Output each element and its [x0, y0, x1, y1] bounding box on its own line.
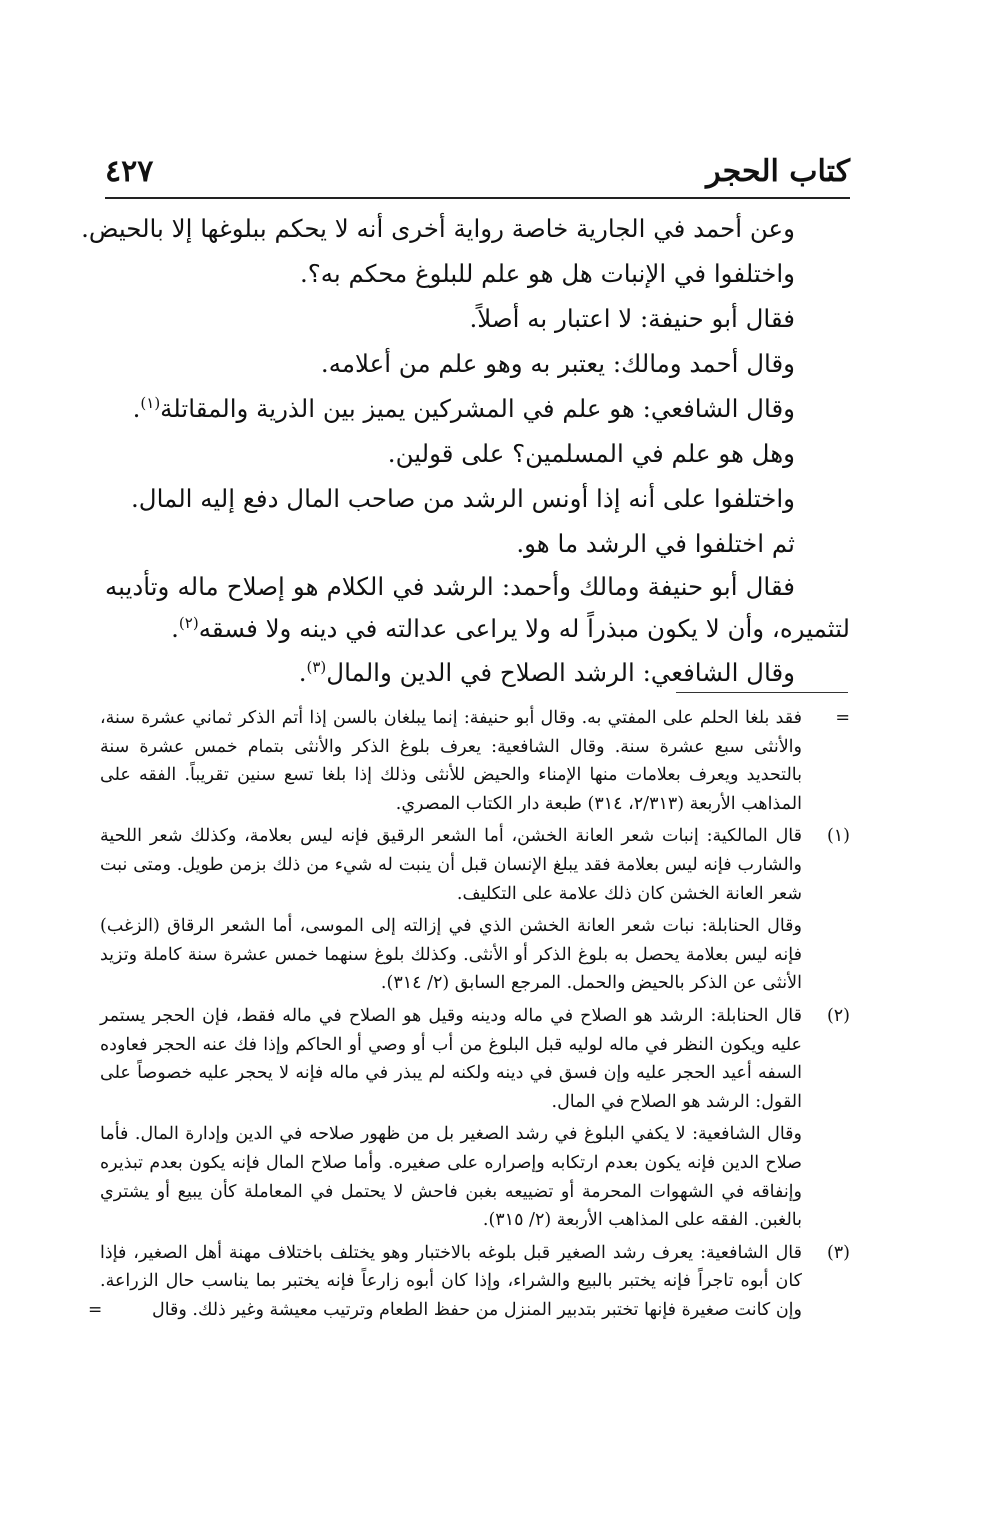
footnote-text: فقد بلغا الحلم على المفتي به. وقال أبو حنيفة: إنما يبلغان بالسن إذا أتم الذكر ثماني عشرة سنة، والأنثى سبع عشرة سنة. وقال الشافعية: يعرف بلوغ الذكر والأنثى بتمام خمس عشرة سنة بالتحديد ويعرف بعلامات منها الإمناء والحيض للأنثى وذلك إذا بلغا تسع سنين تقريباً. الفقه على المذاهب الأربعة (٢/٣١٣، ٣١٤) طبعة دار الكتاب المصري. [100, 708, 802, 814]
paragraph-text: فقال أبو حنيفة: لا اعتبار به أصلاً. [469, 304, 795, 333]
main-paragraph [105, 650, 850, 695]
paragraph-text: وقال أحمد ومالك: يعتبر به وهو علم من أعلامه. [320, 349, 795, 378]
footnote-text: وقال الشافعية: لا يكفي البلوغ في رشد الصغير بل من ظهور صلاحه في الدين وإدارة المال. فأما صلاح الدين فإنه يكون بعدم ارتكابه وإصراره على صغيره. وأما صلاح المال فإنه يكون بعدم تبذيره وإنفاقه في الشهوات المحرمة أو تضييعه بغبن فاحش لا يحتمل في المعاملة كأن يبيع أو يشتري بالغبن. الفقه على المذاهب الأربعة (٢/ ٣١٥). [100, 1124, 802, 1231]
paragraph-text: وعن أحمد في الجارية خاصة رواية أخرى أنه لا يحكم ببلوغها إلا بالحيض. [81, 214, 795, 243]
footnote-ref[interactable]: (١) [140, 393, 161, 412]
footnote-marker: (٣) [826, 1242, 850, 1263]
paragraph-text: واختلفوا في الإنبات هل هو علم للبلوغ محكم به؟. [299, 259, 795, 288]
paragraph-text: وهل هو علم في المسلمين؟ على قولين. [387, 439, 795, 468]
end-mark: . [298, 658, 307, 687]
footnote [100, 1002, 850, 1116]
main-paragraph [105, 566, 850, 650]
end-mark: . [171, 614, 179, 643]
main-paragraph [105, 386, 850, 431]
main-paragraph [105, 476, 850, 521]
page-header [105, 148, 850, 198]
footnote-ref[interactable]: (٣) [306, 657, 327, 676]
paragraph-text: واختلفوا على أنه إذا أونس الرشد من صاحب المال دفع إليه المال. [130, 484, 795, 513]
footnote-marker: = [835, 708, 850, 728]
footnote [100, 704, 850, 818]
paragraph-text: فقال أبو حنيفة ومالك وأحمد: الرشد في الكلام هو إصلاح ماله وتأديبه لتثميره، وأن لا يكون مبذراً له ولا يراعى عدالته في دينه ولا فسقه [105, 572, 850, 643]
main-paragraph [105, 431, 850, 476]
footnote-text: قال الحنابلة: الرشد هو الصلاح في ماله ودينه وقيل هو الصلاح في ماله فقط، فإن الحجر يستمر عليه ويكون النظر في ماله لوليه قبل البلوغ من أب أو وصي أو الحاكم وإذا فك عنه الحجر فعاوده السفه أعيد الحجر عليه وإن فسق في دينه ولكنه لم يبذر في ماله فإنه لا يحجر عليه خصوصاً على القول: الرشد هو الصلاح في المال. [100, 1005, 802, 1112]
paragraph-text: ثم اختلفوا في الرشد ما هو. [516, 529, 795, 558]
footnote [100, 822, 850, 908]
main-paragraph [81, 206, 850, 251]
main-text [81, 206, 850, 695]
end-mark: . [132, 394, 141, 423]
continuation-mark: = [88, 1299, 103, 1320]
book-title: كتاب الحجر [706, 154, 850, 189]
footnotes [88, 704, 850, 1328]
footnote-separator [676, 692, 848, 693]
footnote [88, 1239, 850, 1325]
page-number: ٤٢٧ [105, 154, 154, 189]
footnote-ref[interactable]: (٢) [178, 613, 199, 632]
paragraph-text: وقال الشافعي: الرشد الصلاح في الدين والمال [326, 658, 795, 687]
footnote [100, 912, 850, 998]
footnote-text: قال المالكية: إنبات شعر العانة الخشن، أما الشعر الرقيق فإنه ليس بعلامة، وكذلك شعر اللحية والشارب فإنه ليس بعلامة فقد يبلغ الإنسان قبل أن ينبت له شيء من ذلك بزمن طويل. ومتى نبت شعر العانة الخشن كان ذلك علامة على التكليف. [100, 826, 802, 904]
footnote-text: قال الشافعية: يعرف رشد الصغير قبل بلوغه بالاختبار وهو يختلف باختلاف مهنة أهل الصغير، فإذا كان أبوه تاجراً فإنه يختبر بالبيع والشراء، وإذا كان أبوه زارعاً فإنه يختبر بما يناسب حال الزراعة. وإن كانت صغيرة فإنها تختبر بتدبير المنزل من حفظ الطعام وترتيب معيشة وغير ذلك. وقال [100, 1242, 802, 1320]
main-paragraph [105, 341, 850, 386]
footnote [100, 1120, 850, 1234]
header-rule [105, 197, 850, 199]
main-paragraph [105, 296, 850, 341]
main-paragraph [105, 251, 850, 296]
paragraph-text: وقال الشافعي: هو علم في المشركين يميز بين الذرية والمقاتلة [160, 394, 795, 423]
footnote-marker: (١) [826, 826, 850, 847]
footnote-text: وقال الحنابلة: نبات شعر العانة الخشن الذي في إزالته إلى الموسى، أما الشعر الرقاق (الزغب) فإنه ليس بعلامة يحصل به بلوغ الذكر أو الأنثى. وكذلك بلوغ سنهما خمس عشرة سنة كاملة وتزيد الأنثى عن الذكر بالحيض والحمل. المرجع السابق (٢/ ٣١٤). [100, 916, 802, 994]
footnote-marker: (٢) [826, 1005, 850, 1026]
main-paragraph [105, 521, 850, 566]
